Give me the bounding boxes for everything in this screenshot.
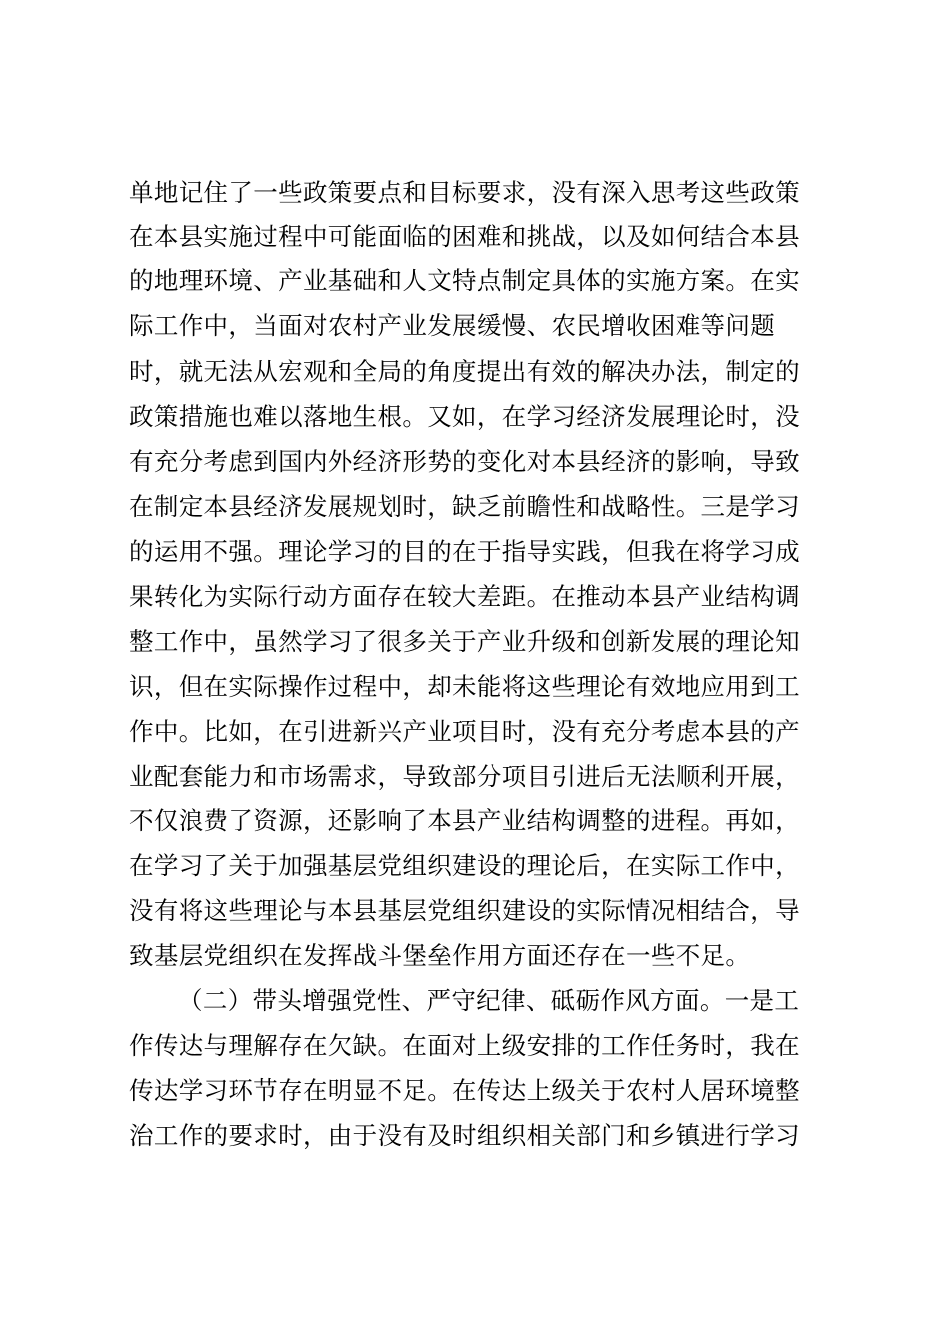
text-line: 的运用不强。理论学习的目的在于指导实践，但我在将学习成	[129, 537, 800, 566]
text-line: 有充分考虑到国内外经济形势的变化对本县经济的影响，导致	[129, 447, 800, 476]
section-heading-line: （二）带头增强党性、严守纪律、砥砺作风方面。一是工	[178, 986, 800, 1015]
text-line: 没有将这些理论与本县基层党组织建设的实际情况相结合，导	[129, 896, 800, 925]
text-line: 际工作中，当面对农村产业发展缓慢、农民增收困难等问题	[129, 311, 776, 340]
text-line: 传达学习环节存在明显不足。在传达上级关于农村人居环境整	[129, 1076, 800, 1105]
text-line: 治工作的要求时，由于没有及时组织相关部门和乡镇进行学习	[129, 1121, 800, 1150]
text-line: 识，但在实际操作过程中，却未能将这些理论有效地应用到工	[129, 672, 800, 701]
text-line: 单地记住了一些政策要点和目标要求，没有深入思考这些政策	[129, 178, 800, 207]
text-line: 业配套能力和市场需求，导致部分项目引进后无法顺利开展，	[129, 762, 800, 791]
text-line: 致基层党组织在发挥战斗堡垒作用方面还存在一些不足。	[129, 941, 751, 970]
text-line: 整工作中，虽然学习了很多关于产业升级和创新发展的理论知	[129, 627, 800, 656]
text-line: 在制定本县经济发展规划时，缺乏前瞻性和战略性。三是学习	[129, 492, 800, 521]
text-line: 的地理环境、产业基础和人文特点制定具体的实施方案。在实	[129, 266, 800, 295]
text-line: 不仅浪费了资源，还影响了本县产业结构调整的进程。再如，	[129, 806, 800, 835]
text-line: 果转化为实际行动方面存在较大差距。在推动本县产业结构调	[129, 582, 800, 611]
text-line: 作中。比如，在引进新兴产业项目时，没有充分考虑本县的产	[129, 717, 800, 746]
text-line: 政策措施也难以落地生根。又如，在学习经济发展理论时，没	[129, 402, 800, 431]
text-line: 在本县实施过程中可能面临的困难和挑战，以及如何结合本县	[129, 222, 800, 251]
text-line: 作传达与理解存在欠缺。在面对上级安排的工作任务时，我在	[129, 1031, 800, 1060]
text-line: 时，就无法从宏观和全局的角度提出有效的解决办法，制定的	[129, 357, 800, 386]
text-line: 在学习了关于加强基层党组织建设的理论后，在实际工作中，	[129, 851, 800, 880]
